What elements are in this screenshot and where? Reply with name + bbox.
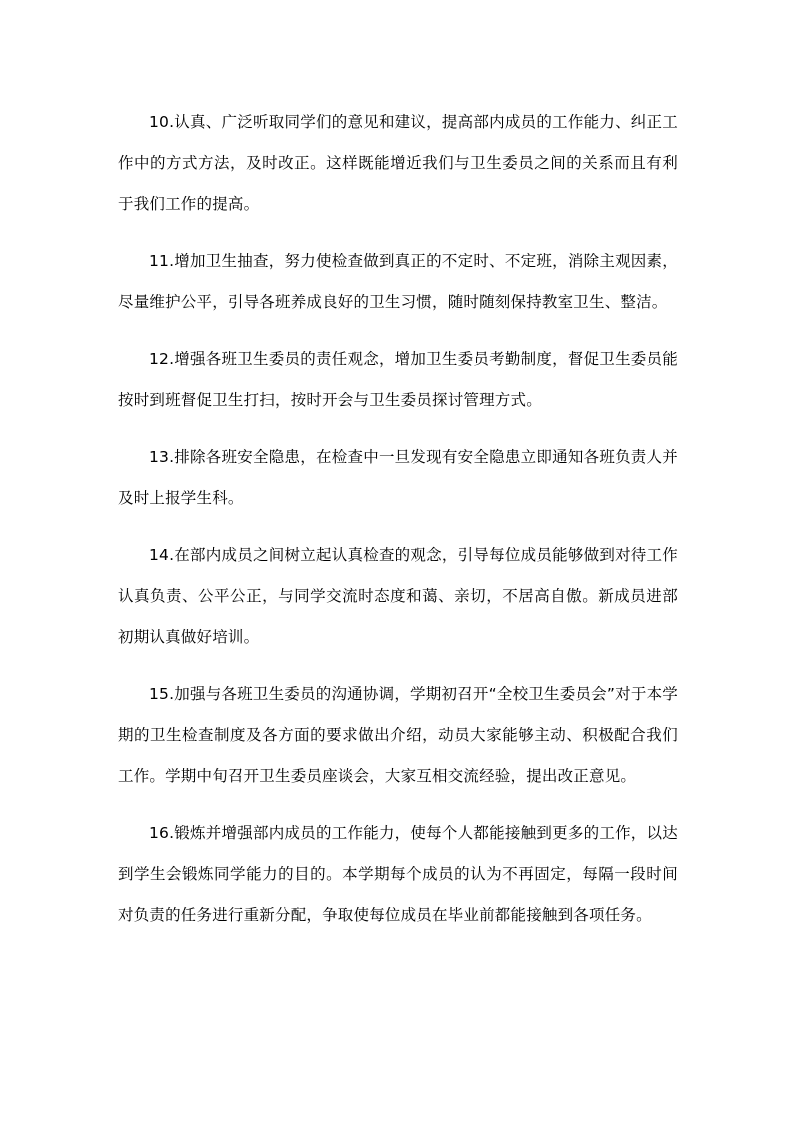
paragraph-10: 10.认真、广泛听取同学们的意见和建议，提高部内成员的工作能力、纠正工作中的方式方法，及时改正。这样既能增近我们与卫生委员之间的关系而且有利于我们工作的提高。 (118, 113, 678, 213)
document-body (118, 102, 678, 952)
paragraph-15: 15.加强与各班卫生委员的沟通协调，学期初召开“全校卫生委员会”对于本学期的卫生检查制度及各方面的要求做出介绍，动员大家能够主动、积极配合我们工作。学期中旬召开卫生委员座谈会，大家互相交流经验，提出改正意见。 (118, 685, 678, 785)
paragraph-16: 16.锻炼并增强部内成员的工作能力，使每个人都能接触到更多的工作，以达到学生会锻炼同学能力的目的。本学期每个成员的认为不再固定，每隔一段时间对负责的任务进行重新分配，争取使每位成员在毕业前都能接触到各项任务。 (118, 824, 678, 924)
paragraph-14: 14.在部内成员之间树立起认真检查的观念，引导每位成员能够做到对待工作认真负责、公平公正，与同学交流时态度和蔼、亲切，不居高自傲。新成员进部初期认真做好培训。 (118, 546, 678, 646)
paragraph-12: 12.增强各班卫生委员的责任观念，增加卫生委员考勤制度，督促卫生委员能按时到班督促卫生打扫，按时开会与卫生委员探讨管理方式。 (118, 350, 678, 409)
paragraph-13: 13.排除各班安全隐患，在检查中一旦发现有安全隐患立即通知各班负责人并及时上报学生科。 (118, 448, 678, 507)
paragraph-11: 11.增加卫生抽查，努力使检查做到真正的不定时、不定班，消除主观因素，尽量维护公平，引导各班养成良好的卫生习惯，随时随刻保持教室卫生、整洁。 (118, 252, 678, 311)
